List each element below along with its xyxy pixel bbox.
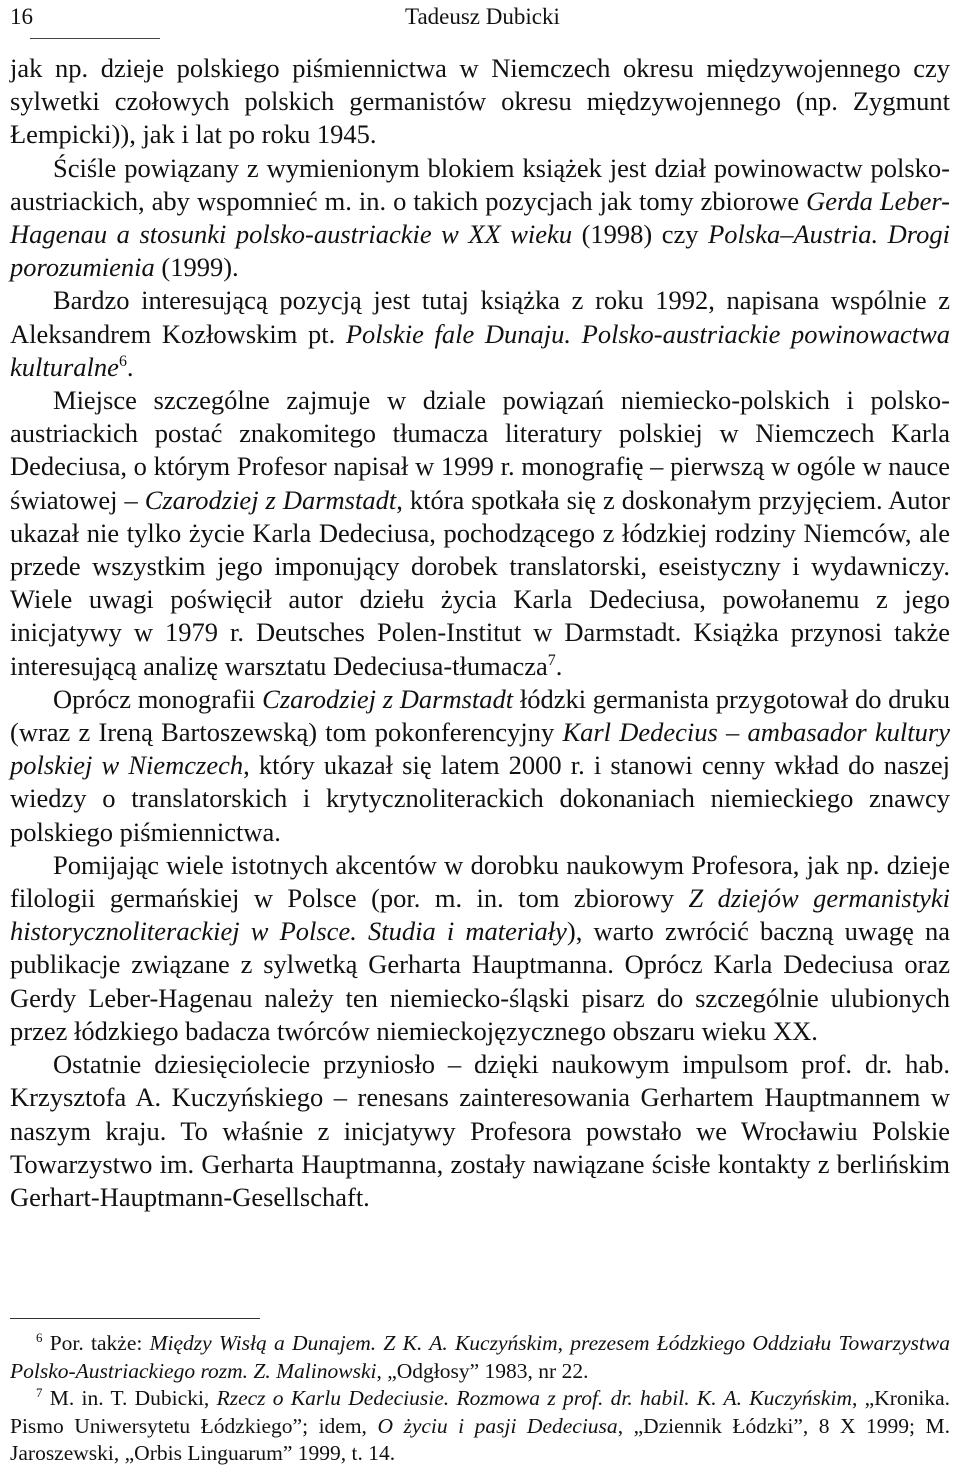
footnote-separator <box>10 1318 260 1319</box>
footnote-marker: 7 <box>547 651 556 669</box>
italic-title: Z dziejów germanistyki historycznoliterackiej w Polsce. Studia i materiały <box>10 883 950 947</box>
paragraph <box>10 849 950 1048</box>
paragraph-text: , która spotkała się z doskonałym przyjęciem. Autor ukazał nie tylko życie Karla Dedeciusa, pochodzącego z łódzkiej rodziny Niemców, ale przede wszystkim jego imponujący dorobek translatorski, eseistyczny i wydawniczy. Wiele uwagi poświęcił autor dziełu życia Karla Dedeciusa, powołanemu z jego inicjatywy w 1979 r. Deutsches Polen-Institut w Darmstadt. Książka przynosi także interesującą analizę warsztatu Dedeciusa-tłumacza <box>10 484 950 681</box>
footnote <box>10 1330 950 1385</box>
footnote-text: , „Odgłosy” 1983, nr 22. <box>376 1358 589 1383</box>
paragraph-text: Ostatnie dziesięciolecie przyniosło – dzięki naukowym impulsom prof. dr. hab. Krzysztofa A. Kuczyńskiego – renesans zainteresowania Gerhartem Hauptmannem w naszym kraju. To właśnie z inicjatywy Profesora powstało we Wrocławiu Polskie Towarzystwo im. Gerharta Hauptmanna, zostały nawiązane ścisłe kontakty z berlińskim Gerhart-Hauptmann-Gesellschaft. <box>10 1049 950 1212</box>
italic-title: Karl Dedecius – ambasador kultury polskiej w Niemczech <box>10 717 950 781</box>
footnotes <box>10 1330 950 1468</box>
paragraph-text: Bardzo interesującą pozycją jest tutaj książka z roku 1992, napisana wspólnie z Aleksandrem Kozłowskim pt. <box>10 285 950 349</box>
paragraph-text: Oprócz monografii <box>53 683 263 714</box>
paragraph <box>10 284 950 384</box>
page-number: 16 <box>10 4 33 29</box>
paragraph <box>10 52 950 152</box>
paragraph <box>10 1048 950 1214</box>
italic-title: Polskie fale Dunaju. Polsko-austriackie powinowactwa kulturalne <box>10 318 950 382</box>
paragraph-text: łódzki germanista przygotował do druku (wraz z Ireną Bartoszewską) tom pokonferencyjny <box>10 683 950 748</box>
body-text <box>10 52 950 1214</box>
paragraph <box>10 152 950 285</box>
footnote <box>10 1385 950 1468</box>
paragraph <box>10 683 950 849</box>
paragraph-text: (1998) czy <box>572 219 709 250</box>
italic-title: Między Wisłą a Dunajem. Z K. A. Kuczyńskim, prezesem Łódzkiego Oddziału Towarzystwa Polsko-Austriackiego rozm. Z. Malinowski <box>10 1331 950 1383</box>
italic-title: Czarodziej z Darmstadt <box>144 484 397 515</box>
italic-title: O życiu i pasji Dedeciusa <box>377 1413 618 1438</box>
paragraph-text: ), warto zwrócić baczną uwagę na publikacje związane z sylwetką Gerharta Hauptmanna. Oprócz Karla Dedeciusa oraz Gerdy Leber-Hagenau należy ten niemiecko-śląski pisarz do szczególnie ulubionych przez łódzkiego badacza twórców niemieckojęzycznego obszaru wieku XX. <box>10 916 951 1046</box>
paragraph-text: . <box>126 351 134 382</box>
paragraph-text: , który ukazał się latem 2000 r. i stanowi cenny wkład do naszej wiedzy o translatorskich i krytycznoliterackich dokonaniach niemieckiego znawcy polskiego piśmiennictwa. <box>10 750 950 847</box>
footnote-text: , „Kronika. Pismo Uniwersytetu Łódzkiego”; idem, <box>10 1386 951 1438</box>
footnote-marker: 7 <box>36 1385 43 1400</box>
footnote-marker: 6 <box>36 1330 43 1345</box>
paragraph-text: Miejsce szczególne zajmuje w dziale powiązań niemiecko-polskich i polsko-austriackich postać znakomitego tłumacza literatury polskiej w Niemczech Karla Dedeciusa, o którym Profesor napisał w 1999 r. monografię – pierwszą w ogóle w nauce światowej – <box>10 385 950 515</box>
italic-title: Czarodziej z Darmstadt <box>262 683 514 714</box>
footnote-text: M. in. T. Dubicki, <box>42 1386 217 1410</box>
paragraph-text: Ściśle powiązany z wymienionym blokiem książek jest dział powinowactw polsko-austriackich, aby wspomnieć m. in. o takich pozycjach jak tomy zbiorowe <box>10 152 950 216</box>
paragraph-text: . <box>555 650 563 681</box>
page-header <box>10 0 950 40</box>
italic-title: Polska–Austria. Drogi porozumienia <box>10 219 950 283</box>
footnote-marker: 6 <box>118 353 127 370</box>
footnote-text: Por. także: <box>42 1331 150 1355</box>
italic-title: Gerda Leber-Hagenau a stosunki polsko-austriackie w XX wieku <box>10 185 950 250</box>
paragraph-text: Pomijając wiele istotnych akcentów w dorobku naukowym Profesora, jak np. dzieje filologii germańskiej w Polsce (por. m. in. tom zbiorowy <box>10 849 950 914</box>
paragraph-text: jak np. dzieje polskiego piśmiennictwa w Niemczech okresu międzywojennego czy sylwetki czołowych polskich germanistów okresu międzywojennego (np. Zygmunt Łempicki)), jak i lat po roku 1945. <box>10 53 950 150</box>
paragraph-text: (1999). <box>154 252 239 283</box>
running-head: Tadeusz Dubicki <box>405 4 560 29</box>
header-rule <box>30 38 160 39</box>
footnote-text: , „Dziennik Łódzki”, 8 X 1999; M. Jaroszewski, „Orbis Linguarum” 1999, t. 14. <box>10 1413 950 1465</box>
paragraph <box>10 384 950 683</box>
italic-title: Rzecz o Karlu Dedeciusie. Rozmowa z prof. dr. habil. K. A. Kuczyńskim <box>216 1386 852 1410</box>
